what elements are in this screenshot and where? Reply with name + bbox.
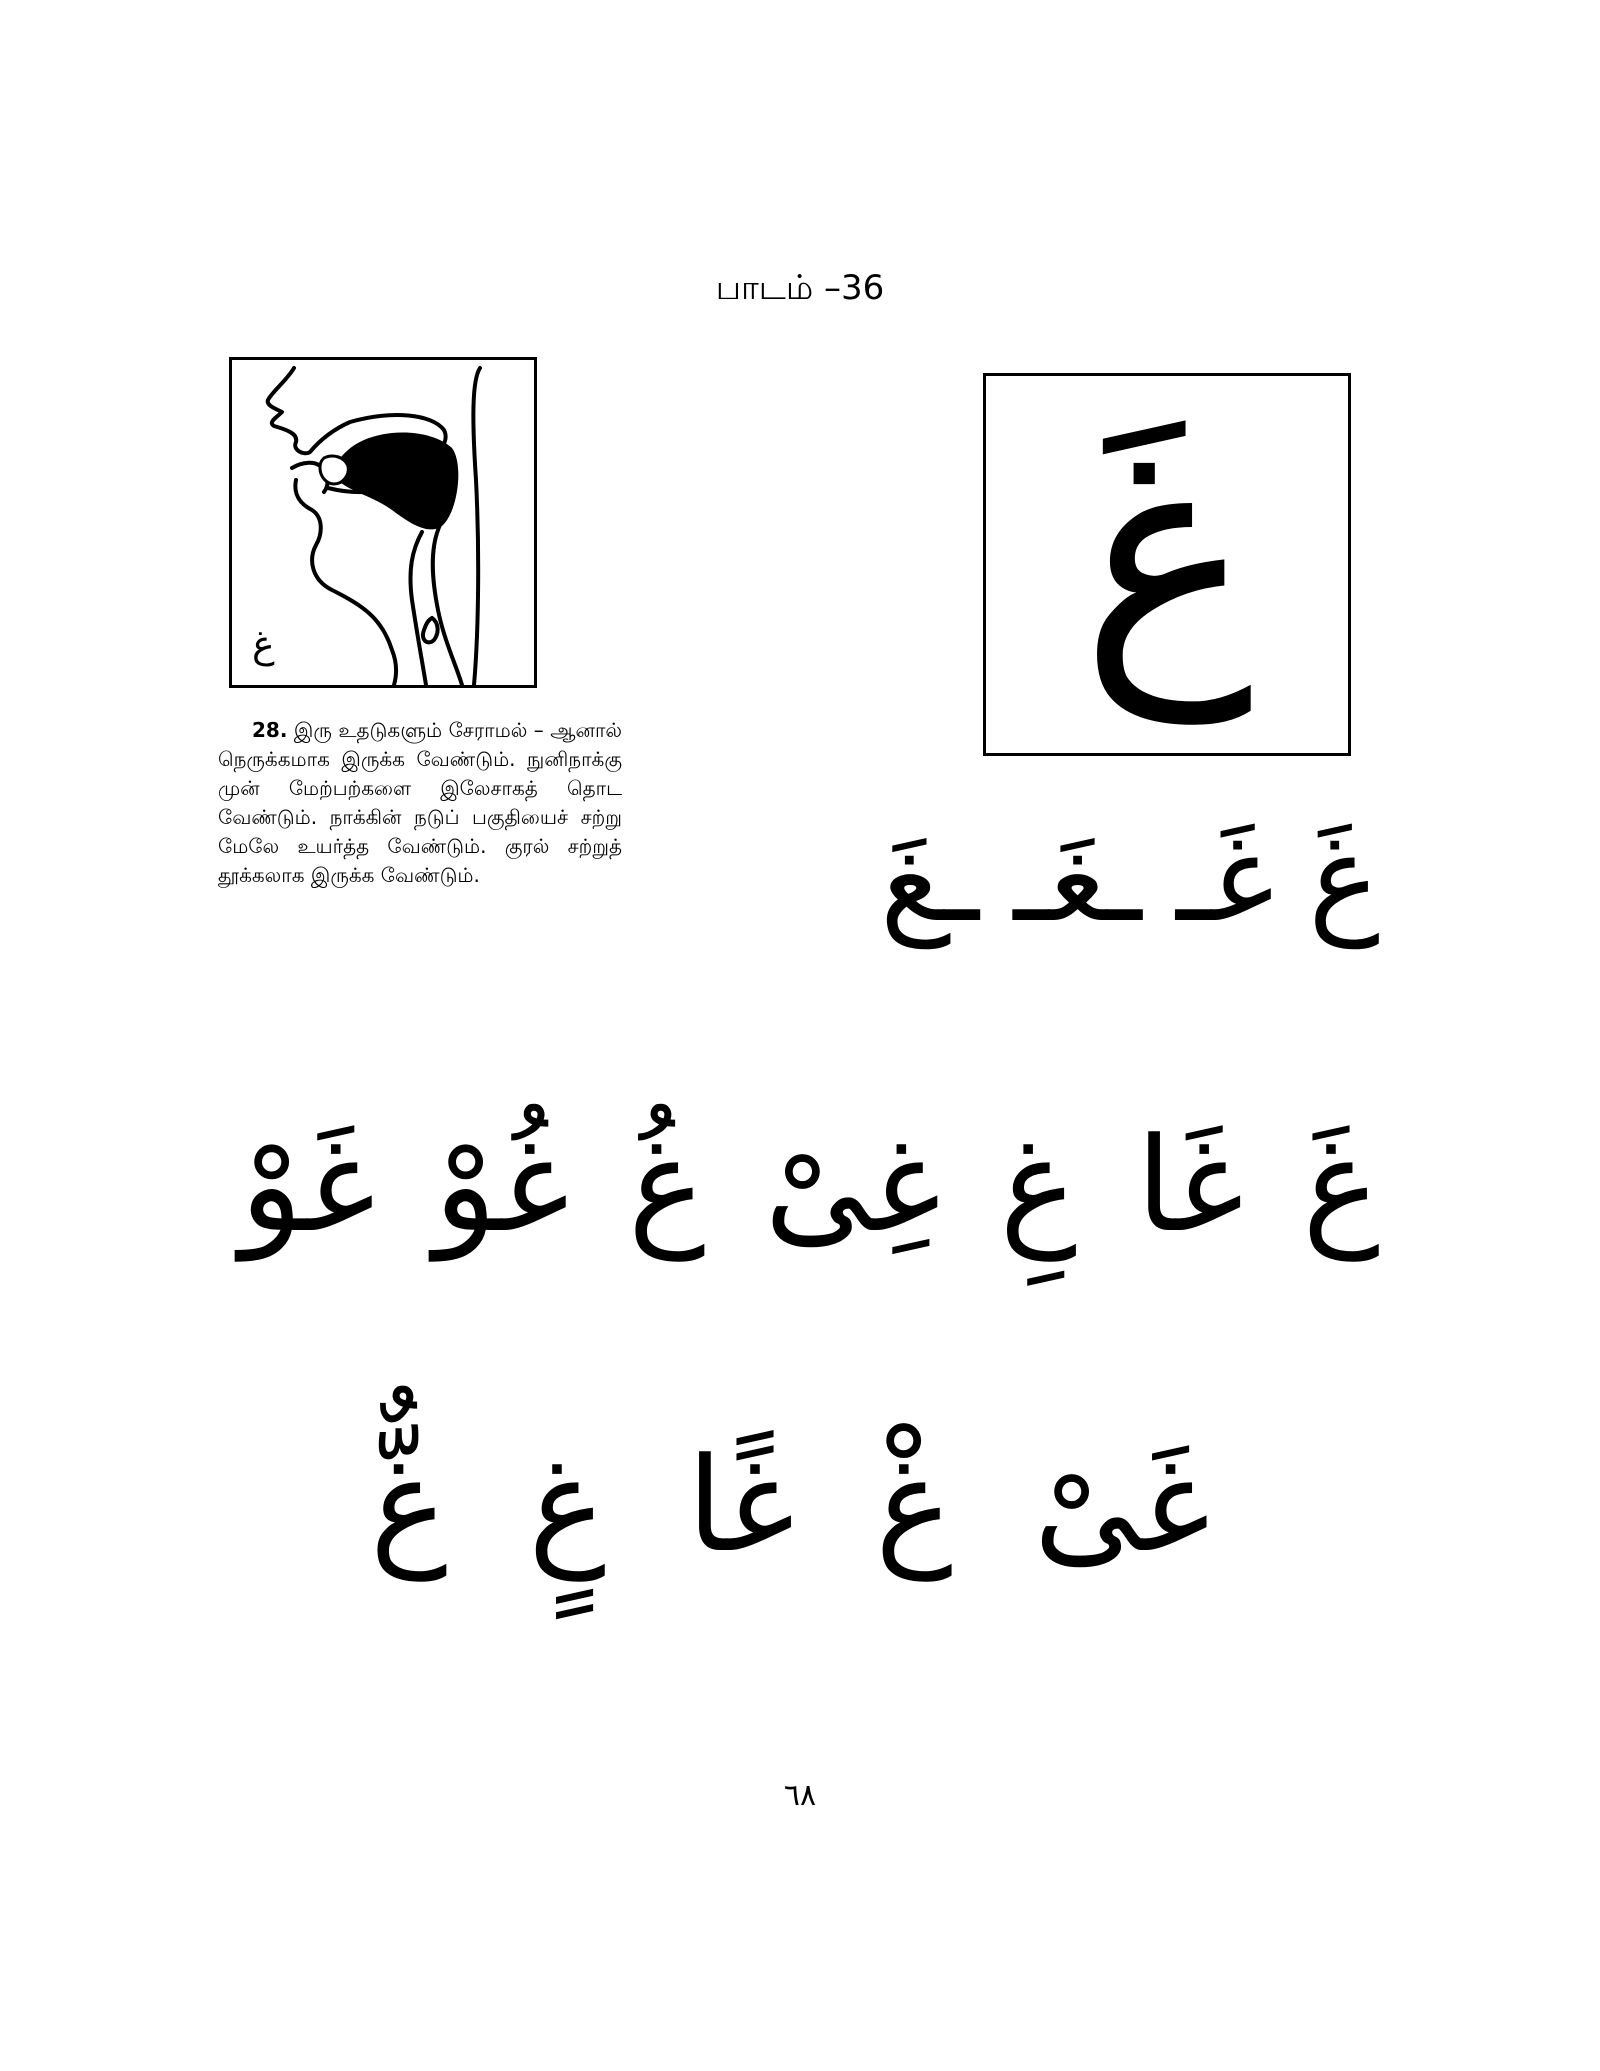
letter-form-final: ـغَ xyxy=(880,810,980,949)
practice-syllable: غٍ xyxy=(528,1429,606,1581)
letter-form-initial: غَـ xyxy=(1176,810,1274,949)
letter-form-isolated: غَ xyxy=(1308,810,1380,949)
page-number: ٦٨ xyxy=(783,1778,817,1813)
practice-syllable: غَیْ xyxy=(1033,1429,1210,1581)
practice-syllable: غَوْ xyxy=(240,1109,376,1261)
practice-syllable: غًا xyxy=(686,1429,795,1581)
main-letter-box xyxy=(983,373,1351,756)
tanwin-practice-row xyxy=(370,1410,1210,1600)
practice-syllable: غُوْ xyxy=(434,1109,570,1261)
main-letter: غَ xyxy=(1080,385,1254,723)
mouth-profile-illustration xyxy=(232,360,534,685)
vowel-practice-row xyxy=(240,1090,1380,1280)
lesson-title: பாடம் –36 xyxy=(715,268,885,308)
practice-syllable: غَ xyxy=(1302,1109,1380,1261)
practice-syllable: غَا xyxy=(1136,1109,1244,1261)
practice-syllable: غِ xyxy=(999,1109,1078,1261)
instruction-text: இரு உதடுகளும் சேராமல் – ஆனால் நெருக்கமாக இருக்க வேண்டும். நுனிநாக்கு முன் மேற்பற்களை இலேசாகத் தொட வேண்டும். நாக்கின் நடுப் பகுதியைச் சற்று மேலே உயர்த்த வேண்டும். குரல் சற்றுத் தூக்கலாக இருக்க வேண்டும். xyxy=(218,718,623,887)
practice-syllable: غْ xyxy=(875,1429,953,1581)
instruction-number: 28. xyxy=(252,718,288,742)
letter-form-medial: ـغَـ xyxy=(1013,810,1142,949)
pronunciation-instruction xyxy=(218,716,622,890)
practice-syllable: غٌّ xyxy=(370,1429,448,1581)
practice-syllable: غِیْ xyxy=(764,1109,941,1261)
mouth-articulation-diagram xyxy=(229,357,537,688)
practice-syllable: غُ xyxy=(628,1109,706,1261)
diagram-letter-label: غ xyxy=(252,622,275,666)
letter-forms-row xyxy=(880,790,1380,970)
